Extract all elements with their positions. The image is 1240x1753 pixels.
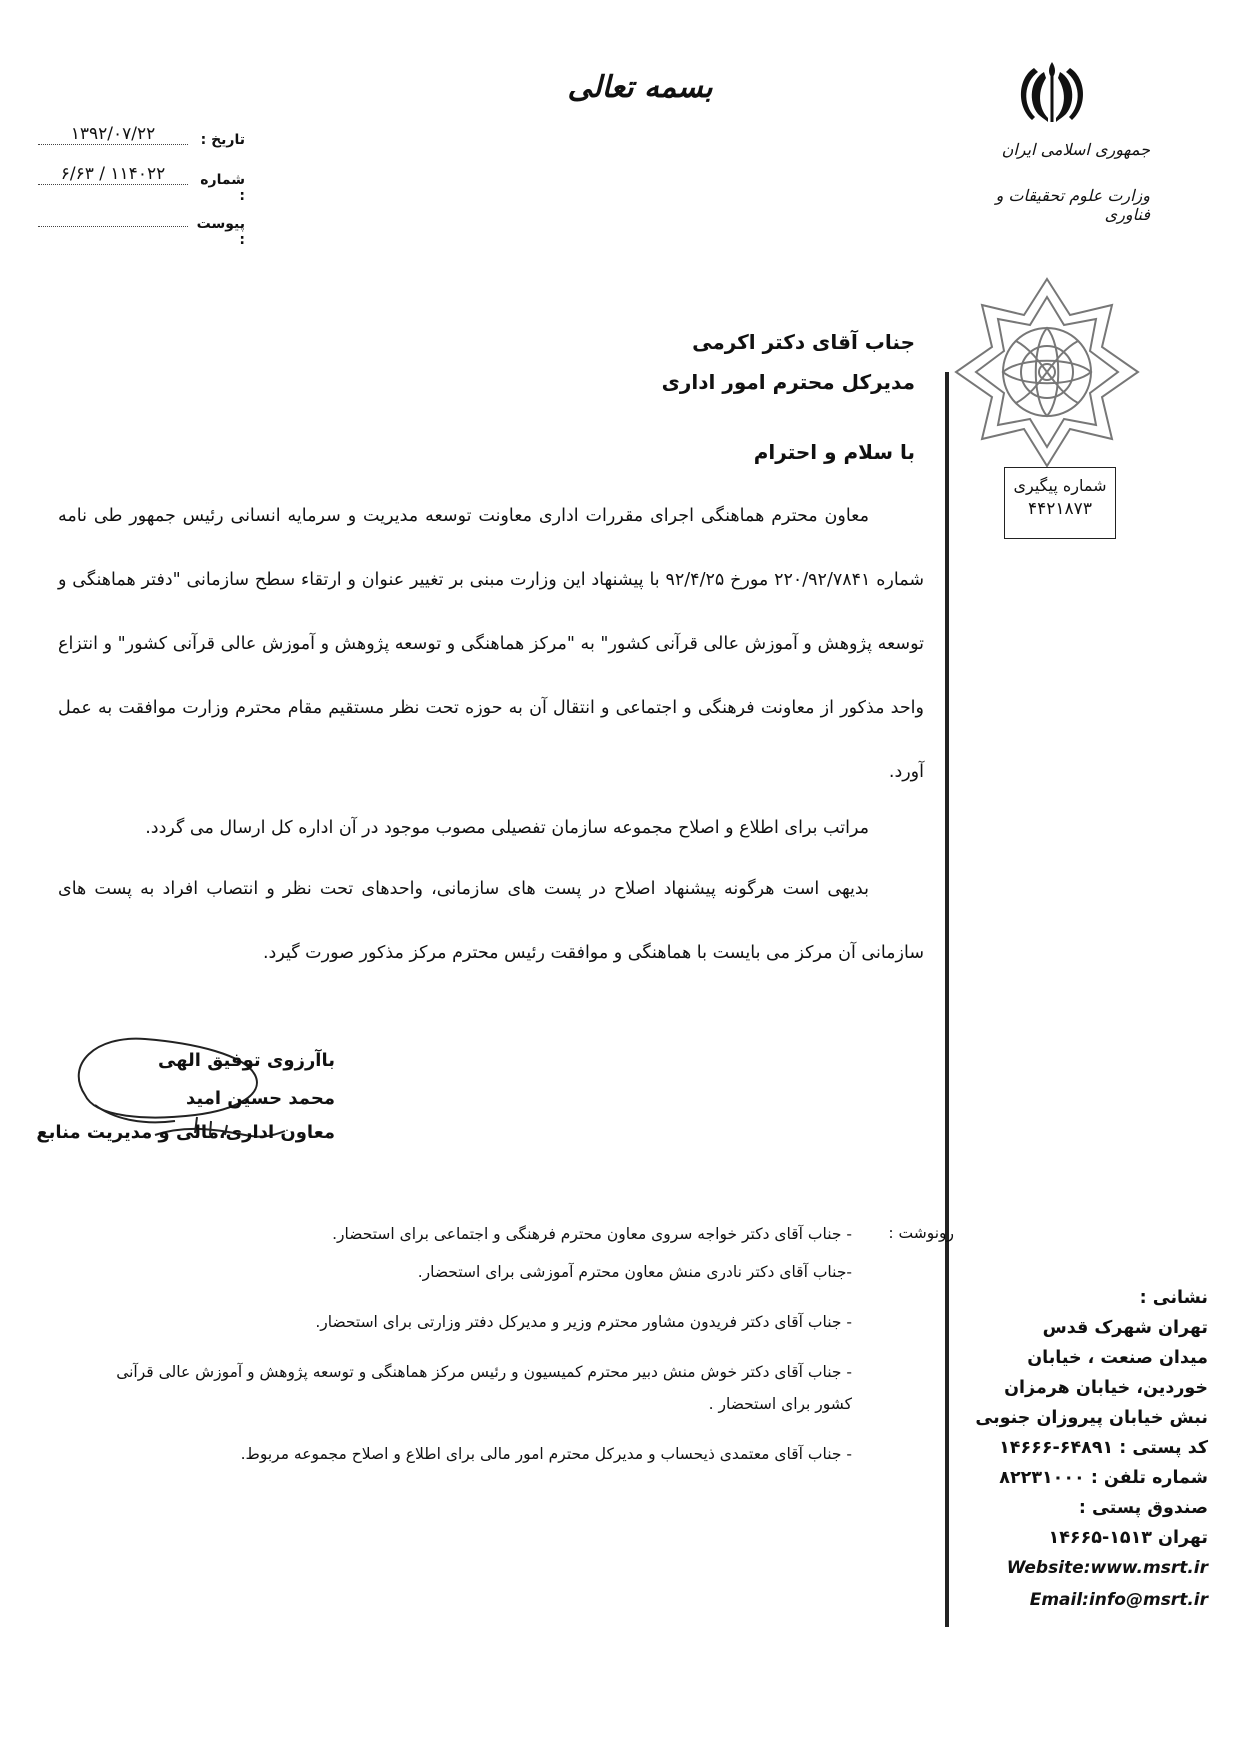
attachment-value <box>38 206 188 227</box>
copy-item: - جناب آقای دکتر خواجه سروی معاون محترم فرهنگی و اجتماعی برای استحضار. <box>332 1225 852 1243</box>
signature-closing: باآرزوی توفیق الهی <box>157 1050 335 1071</box>
body-paragraph-2: مراتب برای اطلاع و اصلاح مجموعه سازمان تفصیلی مصوب موجود در آن اداره کل ارسال می گردد. <box>145 818 869 838</box>
basmala-heading: بسمه تعالی <box>567 70 713 105</box>
ornament-icon <box>952 275 1142 470</box>
body-paragraph-1: معاون محترم هماهنگی اجرای مقررات اداری معاونت توسعه مدیریت و سرمایه انسانی رئیس جمهور طی نامه شماره ۲۲۰/۹۲/۷۸۴۱ مورخ ۹۲/۴/۲۵ با پیشنهاد این وزارت مبنی بر تغییر عنوان و ارتقاء سطح سازمانی "دفتر هماهنگی و توسعه پژوهش و آموزش عالی قرآنی کشور" به "مرکز هماهنگی و توسعه پژوهش و آموزش عالی قرآنی کشور" و انتزاع واحد مذکور از معاونت فرهنگی و اجتماعی و انتقال آن به حوزه تحت نظر مستقیم مقام محترم وزارت موافقت به عمل آورد. <box>58 506 924 782</box>
addressee-name: جناب آقای دکتر اکرمی <box>692 330 915 354</box>
address-line: تهران شهرک قدس <box>1042 1318 1208 1338</box>
date-label: تاریخ : <box>200 132 245 148</box>
phone-number: شماره تلفن : ۸۲۲۳۱۰۰۰ <box>999 1468 1208 1488</box>
email-link[interactable]: Email:info@msrt.ir <box>1029 1590 1208 1610</box>
postal-code: کد پستی : ۶۴۸۹۱-۱۴۶۶۶ <box>999 1438 1208 1458</box>
address-line: نبش خیابان پیروزان جنوبی <box>975 1408 1208 1428</box>
copy-item: - جناب آقای دکتر خوش منش دبیر محترم کمیسیون و رئیس مرکز هماهنگی و توسعه پژوهش و آموزش عالی قرآنی کشور برای استحضار . <box>116 1363 852 1413</box>
salutation: با سلام و احترام <box>753 440 915 464</box>
copy-item: -جناب آقای دکتر نادری منش معاون محترم آموزشی برای استحضار. <box>417 1263 852 1281</box>
tracking-number: ۴۴۲۱۸۷۳ <box>1028 499 1092 519</box>
date-value: ۱۳۹۲/۰۷/۲۲ <box>38 124 188 145</box>
number-value: ۶/۶۳ / ۱۱۴۰۲۲ <box>38 164 188 185</box>
number-label: شماره : <box>200 172 245 204</box>
org-name-line1: جمهوری اسلامی ایران <box>1001 140 1150 159</box>
tracking-box <box>1004 467 1116 539</box>
vertical-divider <box>945 372 949 1627</box>
address-label: نشانی : <box>1139 1288 1208 1308</box>
website-link[interactable]: Website:www.msrt.ir <box>1006 1558 1208 1578</box>
copies-label: رونوشت : <box>888 1224 954 1242</box>
po-box-label: صندوق پستی : <box>1078 1498 1208 1518</box>
copy-item: - جناب آقای دکتر فریدون مشاور محترم وزیر و مدیرکل دفتر وزارتی برای استحضار. <box>315 1313 852 1331</box>
signatory-name: محمد حسین امید <box>185 1088 335 1109</box>
body-paragraph-3: بدیهی است هرگونه پیشنهاد اصلاح در پست های سازمانی، واحدهای تحت نظر و انتصاب افراد به پست های سازمانی آن مرکز می بایست با هماهنگی و موافقت رئیس محترم مرکز مذکور صورت گیرد. <box>58 879 924 963</box>
signatory-title: معاون اداری،مالی و مدیریت منابع <box>36 1122 335 1143</box>
attachment-label: پیوست : <box>196 216 245 248</box>
copy-item: - جناب آقای معتمدی ذیحساب و مدیرکل محترم امور مالی برای اطلاع و اصلاح مجموعه مربوط. <box>240 1445 852 1463</box>
iran-emblem-icon <box>1008 58 1096 128</box>
address-line: میدان صنعت ، خیابان <box>1027 1348 1208 1368</box>
org-name-line2: وزارت علوم تحقیقات و فناوری <box>995 186 1150 224</box>
addressee-title: مدیرکل محترم امور اداری <box>661 370 915 394</box>
tracking-label: شماره پیگیری <box>1013 476 1107 495</box>
address-line: خوردین، خیابان هرمزان <box>1004 1378 1208 1398</box>
po-box: تهران ۱۵۱۳-۱۴۶۶۵ <box>1048 1528 1208 1548</box>
